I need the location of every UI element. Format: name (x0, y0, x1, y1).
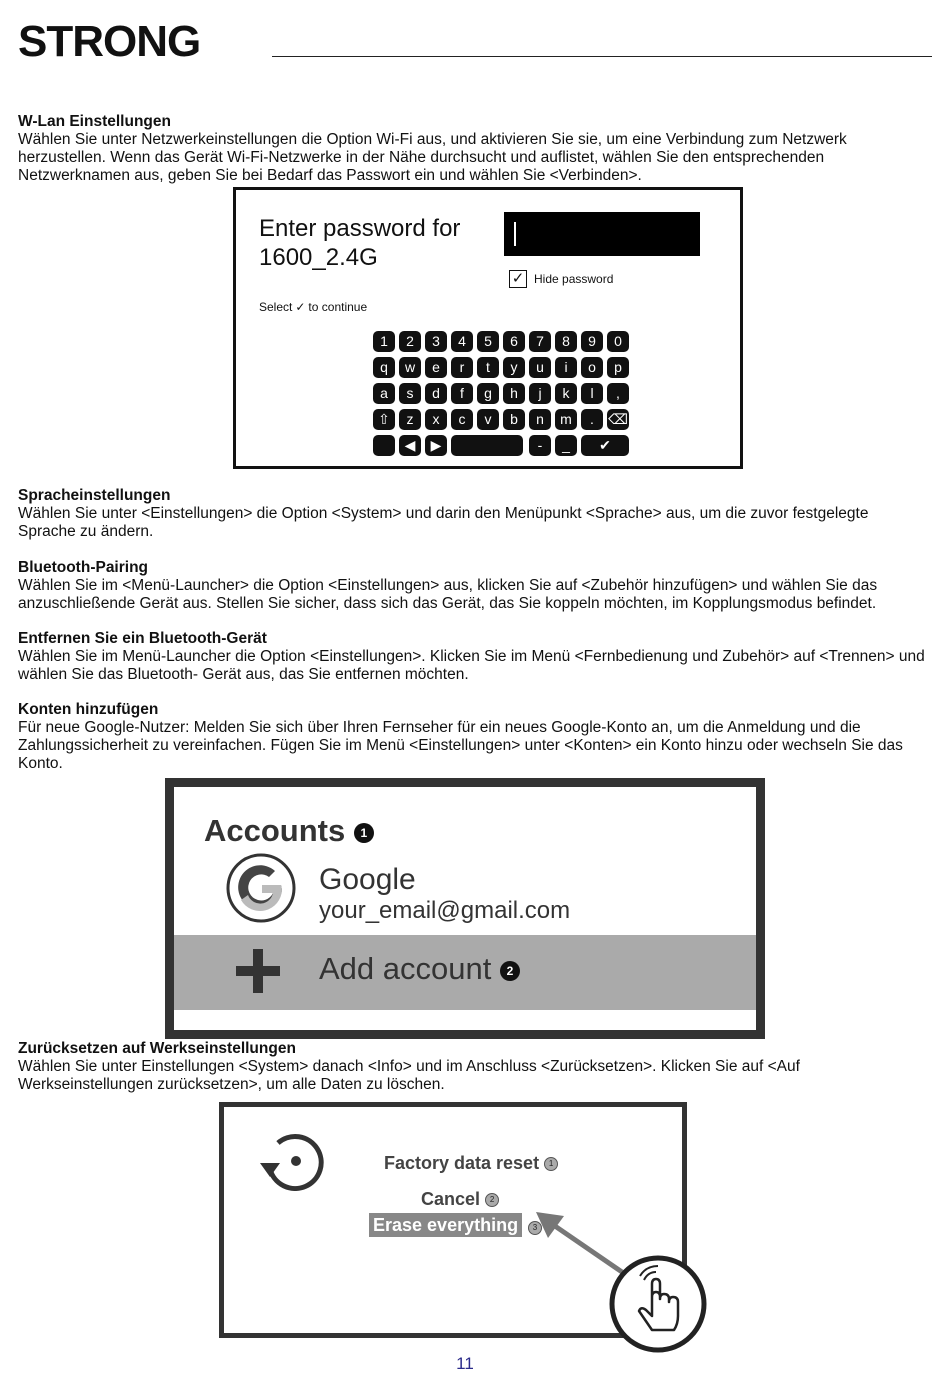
section-title: Konten hinzufügen (18, 701, 159, 718)
keyboard-key[interactable]: p (607, 357, 629, 378)
section-body: Für neue Google-Nutzer: Melden Sie sich über Ihren Fernseher für ein neues Google-Konto an, um die Anmeldung und die Zahlungssicherheit zu vereinfachen. Fügen Sie im Menü <Einstellungen> unter <Konten> ein Konto hinzu oder wechseln Sie das Konto. (18, 719, 903, 772)
section-body: Wählen Sie im Menü-Launcher die Option <Einstellungen>. Klicken Sie im Menü <Fernbedienung und Zubehör> auf <Trennen> und wählen Sie das Bluetooth- Gerät aus, das Sie entfernen möchten. (18, 648, 925, 683)
account-name: Google (319, 863, 416, 896)
space-key[interactable] (451, 435, 523, 456)
keyboard-key[interactable]: ⌫ (607, 409, 629, 430)
keyboard-key[interactable]: 9 (581, 331, 603, 352)
page-number: 11 (456, 1354, 474, 1373)
keyboard-key[interactable]: r (451, 357, 473, 378)
network-name: 1600_2.4G (259, 244, 378, 271)
keyboard-key[interactable]: x (425, 409, 447, 430)
accounts-panel (165, 778, 765, 1039)
erase-everything-button[interactable] (369, 1213, 522, 1237)
keyboard-key[interactable]: 6 (503, 331, 525, 352)
section-title: W-Lan Einstellungen (18, 113, 171, 130)
accounts-title-text: Accounts (204, 813, 346, 848)
keyboard-key[interactable]: ⇧ (373, 409, 395, 430)
reset-title (384, 1153, 558, 1174)
step-badge: 2 (485, 1193, 499, 1207)
keyboard-key[interactable]: h (503, 383, 525, 404)
section-title: Spracheinstellungen (18, 487, 171, 504)
keyboard-key[interactable]: m (555, 409, 577, 430)
add-account-label (319, 951, 520, 987)
add-account-text: Add account (319, 951, 492, 986)
section-body: Wählen Sie unter <Einstellungen> die Option <System> und darin den Menüpunkt <Sprache> aus, um die zuvor festgelegte Sprache zu ändern. (18, 505, 869, 540)
keyboard-key[interactable]: 2 (399, 331, 421, 352)
enter-key[interactable]: ✔ (581, 435, 629, 456)
keyboard-key[interactable]: v (477, 409, 499, 430)
section-body: Wählen Sie unter Einstellungen <System> danach <Info> und im Anschluss <Zurücksetzen>. Klicken Sie auf <Auf Werkseinstellungen zurücksetzen>, um alle Daten zu löschen. (18, 1058, 800, 1093)
keyboard-key[interactable]: 5 (477, 331, 499, 352)
section-language (18, 487, 930, 541)
account-email: your_email@gmail.com (319, 897, 571, 924)
reset-icon (256, 1129, 326, 1191)
right-arrow-key[interactable]: ▶ (425, 435, 447, 456)
left-arrow-key[interactable]: ◀ (399, 435, 421, 456)
keyboard-key[interactable]: k (555, 383, 577, 404)
keyboard-key[interactable]: j (529, 383, 551, 404)
keyboard-key[interactable]: l (581, 383, 603, 404)
erase-label: Erase everything (373, 1215, 519, 1235)
step-badge: 2 (500, 961, 520, 981)
section-accounts (18, 701, 930, 773)
checkmark-icon: ✓ (295, 300, 306, 314)
underscore-key[interactable]: _ (555, 435, 577, 456)
section-body: Wählen Sie unter Netzwerkeinstellungen die Option Wi-Fi aus, und aktivieren Sie sie, um eine Verbindung zum Netzwerk herzustellen. Wenn das Gerät Wi-Fi-Netzwerke in der Nähe durchsucht und auflistet, wählen Sie den entsprechenden Netzwerknamen aus, geben Sie bei Bedarf das Passwort ein und wählen Sie <Verbinden>. (18, 131, 847, 184)
cancel-label: Cancel (421, 1189, 481, 1209)
keyboard-key[interactable]: 0 (607, 331, 629, 352)
keyboard-key[interactable]: t (477, 357, 499, 378)
keyboard-key[interactable]: c (451, 409, 473, 430)
keyboard-key[interactable]: 7 (529, 331, 551, 352)
keyboard-key[interactable]: z (399, 409, 421, 430)
keyboard-key[interactable]: e (425, 357, 447, 378)
hint-prefix: Select (259, 300, 293, 314)
strong-logo (18, 18, 228, 62)
section-body: Wählen Sie im <Menü-Launcher> die Option <Einstellungen> aus, klicken Sie auf <Zubehör hinzufügen> und wählen Sie das anzuschließende Gerät aus. Stellen Sie sicher, dass sich das Gerät, das Sie koppeln möchten, im Kopplungsmodus befindet. (18, 577, 878, 612)
accounts-title (204, 813, 374, 849)
keyboard-key[interactable]: , (607, 383, 629, 404)
keyboard-key[interactable]: q (373, 357, 395, 378)
section-title: Bluetooth-Pairing (18, 559, 149, 576)
keyboard-key[interactable]: 8 (555, 331, 577, 352)
plus-icon (236, 949, 280, 993)
tap-hand-icon (608, 1254, 708, 1354)
section-title: Zurücksetzen auf Werkseinstellungen (18, 1040, 296, 1057)
keyboard-key[interactable]: f (451, 383, 473, 404)
section-bluetooth-pairing (18, 559, 930, 613)
prompt-line-1: Enter password for (259, 215, 461, 242)
section-factory-reset (18, 1040, 930, 1094)
password-prompt (259, 214, 460, 272)
hide-password-label: Hide password (534, 272, 614, 286)
keyboard-key[interactable]: b (503, 409, 525, 430)
keyboard-key[interactable]: w (399, 357, 421, 378)
keyboard-key[interactable]: u (529, 357, 551, 378)
keyboard-key[interactable]: i (555, 357, 577, 378)
header-rule (272, 56, 932, 57)
keyboard-key[interactable] (373, 435, 395, 456)
reset-title-text: Factory data reset (384, 1153, 540, 1173)
text-caret (514, 222, 516, 246)
add-account-button[interactable] (174, 935, 756, 1010)
keyboard-key[interactable]: n (529, 409, 551, 430)
keyboard-key[interactable]: g (477, 383, 499, 404)
keyboard-key[interactable]: 1 (373, 331, 395, 352)
section-title: Entfernen Sie ein Bluetooth-Gerät (18, 630, 267, 647)
cancel-button[interactable] (421, 1189, 499, 1210)
svg-text:STRONG: STRONG (18, 18, 201, 62)
step-badge: 1 (544, 1157, 558, 1171)
hint-suffix: to continue (308, 300, 368, 314)
step-badge: 3 (528, 1221, 542, 1235)
section-wlan (18, 113, 930, 185)
keyboard-key[interactable]: 4 (451, 331, 473, 352)
keyboard-key[interactable]: d (425, 383, 447, 404)
keyboard-key[interactable]: 3 (425, 331, 447, 352)
password-input[interactable] (504, 212, 700, 256)
keyboard-key[interactable]: . (581, 409, 603, 430)
keyboard-key[interactable]: o (581, 357, 603, 378)
section-bluetooth-remove (18, 630, 930, 684)
keyboard-key[interactable]: y (503, 357, 525, 378)
google-logo-icon (226, 853, 296, 923)
keyboard-key[interactable]: s (399, 383, 421, 404)
keyboard-key[interactable]: a (373, 383, 395, 404)
step-badge: 1 (354, 823, 374, 843)
dash-key[interactable]: - (529, 435, 551, 456)
wifi-password-panel (233, 187, 743, 469)
hide-password-checkbox[interactable]: ✓ (509, 270, 527, 288)
continue-hint (259, 300, 367, 314)
